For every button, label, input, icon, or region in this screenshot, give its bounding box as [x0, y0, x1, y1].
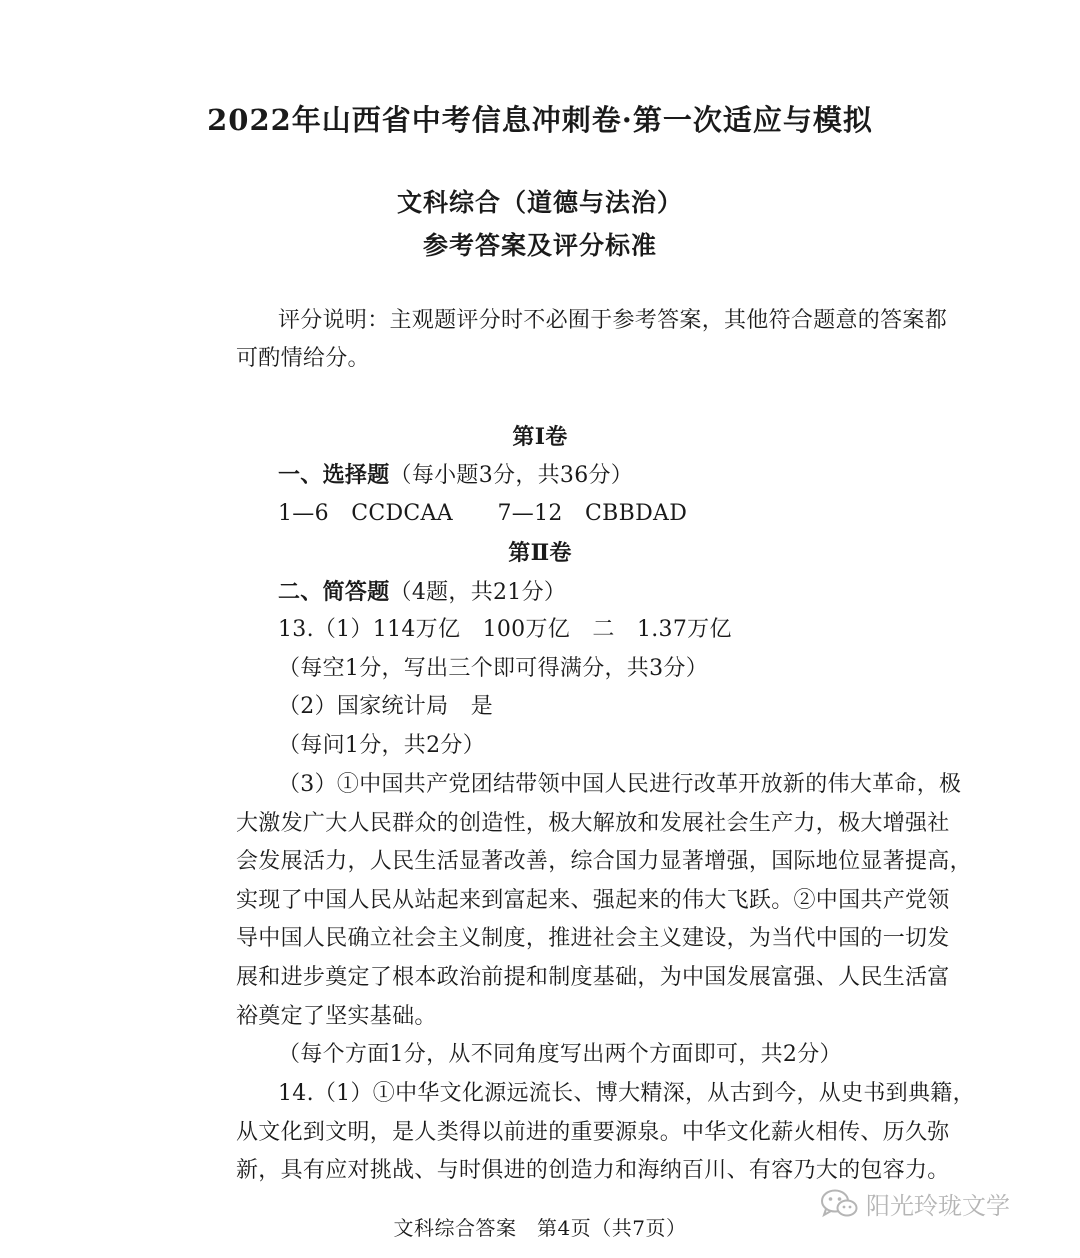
section-2-heading	[278, 573, 566, 612]
volume-1-heading: 第Ⅰ卷	[512, 424, 568, 450]
q13-part3-line: （3）①中国共产党团结带领中国人民进行改革开放新的伟大革命，极	[278, 772, 962, 797]
q13-part3-line: 大激发广大人民群众的创造性，极大解放和发展社会生产力，极大增强社	[236, 811, 950, 836]
q13-part1: 13.（1）114万亿 100万亿 二 1.37万亿	[278, 617, 732, 642]
q13-part3-line: 裕奠定了坚实基础。	[236, 1004, 437, 1029]
section-1-detail: （每小题3分，共36分）	[389, 463, 634, 488]
watermark-text: 阳光玲珑文学	[866, 1192, 1010, 1220]
q13-part3-line: 导中国人民确立社会主义制度，推进社会主义建设，为当代中国的一切发	[236, 926, 950, 951]
section-1-heading	[278, 456, 633, 495]
watermark	[820, 1186, 1010, 1221]
answer-key-title: 参考答案及评分标准	[422, 231, 657, 260]
scoring-note-line-2: 可酌情给分。	[236, 346, 370, 371]
q13-part1-note: （每空1分，写出三个即可得满分，共3分）	[278, 656, 708, 681]
volume-2-heading: 第Ⅱ卷	[508, 540, 572, 566]
q13-part3-line: 展和进步奠定了根本政治前提和制度基础，为中国发展富强、人民生活富	[236, 965, 950, 990]
q13-part3-line: 会发展活力，人民生活显著改善，综合国力显著增强，国际地位显著提高，	[236, 849, 972, 874]
q14-part1-line: 新，具有应对挑战、与时俱进的创造力和海纳百川、有容乃大的包容力。	[236, 1158, 950, 1183]
wechat-icon	[820, 1188, 858, 1220]
choice-answers: 1—6 CCDCAA 7—12 CBBDAD	[278, 501, 688, 526]
q13-part2: （2）国家统计局 是	[278, 694, 493, 719]
page-footer: 文科综合答案 第4页（共7页）	[393, 1216, 687, 1240]
q13-part2-note: （每问1分，共2分）	[278, 733, 485, 758]
q13-part3-line: 实现了中国人民从站起来到富起来、强起来的伟大飞跃。②中国共产党领	[236, 888, 950, 913]
scoring-note-line-1: 评分说明：主观题评分时不必囿于参考答案，其他符合题意的答案都	[278, 308, 948, 333]
subject-title: 文科综合（道德与法治）	[396, 188, 683, 217]
section-1-label: 一、选择题	[278, 462, 390, 488]
q13-part3-note: （每个方面1分，从不同角度写出两个方面即可，共2分）	[278, 1042, 842, 1067]
q14-part1-line: 从文化到文明，是人类得以前进的重要源泉。中华文化薪火相传、历久弥	[236, 1120, 950, 1145]
section-2-detail: （4题，共21分）	[389, 580, 567, 605]
section-2-label: 二、简答题	[278, 579, 390, 605]
q14-part1-line: 14.（1）①中华文化源远流长、博大精深，从古到今，从史书到典籍，	[278, 1081, 975, 1106]
page-title: 2022年山西省中考信息冲刺卷·第一次适应与模拟	[207, 103, 873, 137]
